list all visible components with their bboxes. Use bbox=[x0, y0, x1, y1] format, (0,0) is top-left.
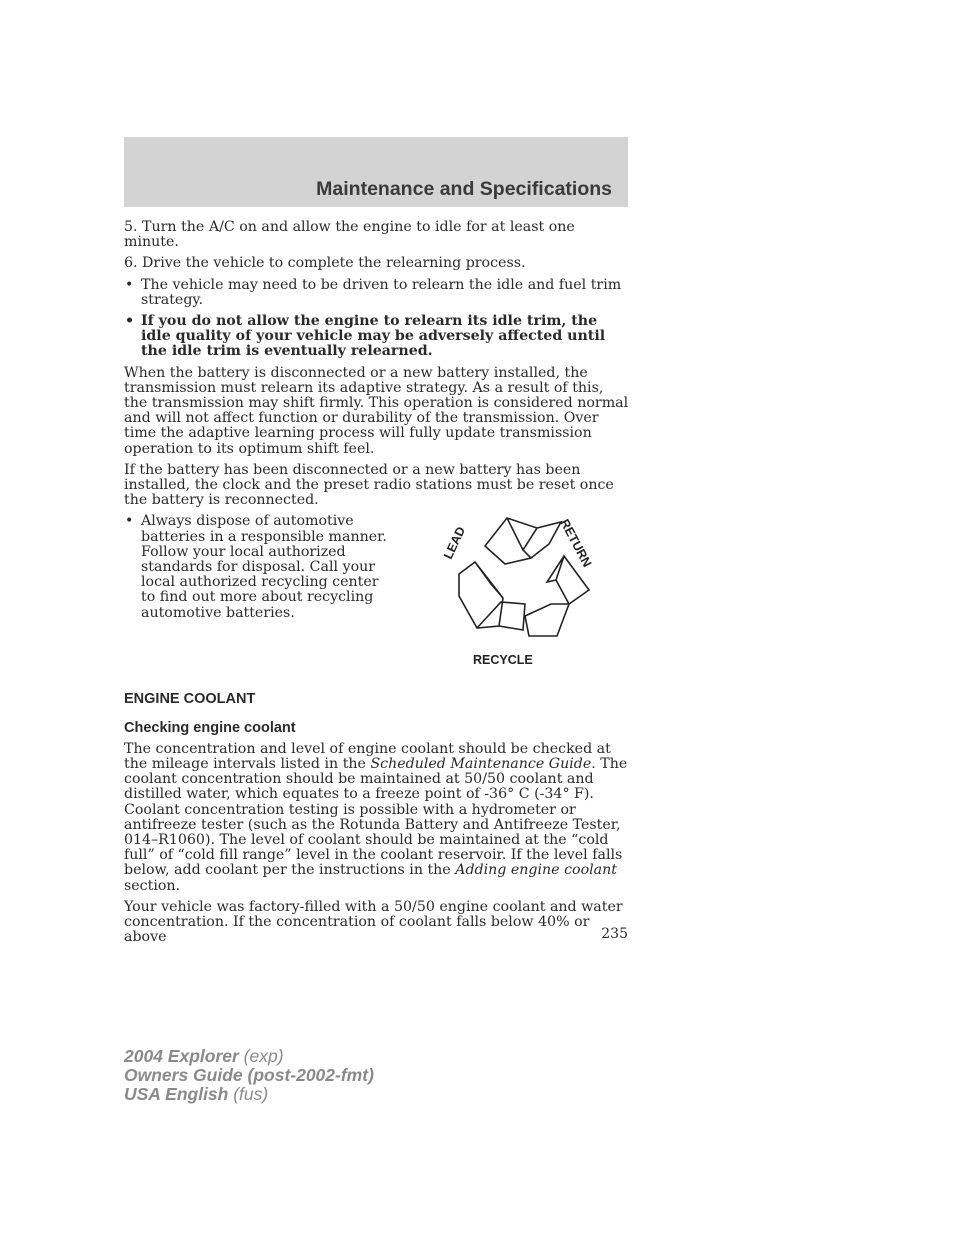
coolant-text-2: . The coolant concentration should be maintained at 50/50 coolant and distilled water, which equates to a freeze point of -36° C (-34° F). Coolant concentration testing is possible with a hydrometer or antifreeze tester (such as the Rotunda Battery and Antifreeze Tester, 014–R1060). The level of coolant should be maintained at the “cold full” of “cold fill range” level in the coolant reservoir. If the level falls below, add coolant per the instructions in the bbox=[124, 756, 628, 879]
bullet-warning bbox=[124, 314, 630, 360]
battery-paragraph: When the battery is disconnected or a new battery installed, the transmission must relearn its adaptive strategy. As a result of this, the transmission may shift firmly. This operation is considered normal and will not affect function or durability of the transmission. Over time the adaptive learning process will fully update transmission operation to its optimum shift feel. bbox=[124, 364, 629, 457]
coolant-paragraph bbox=[124, 742, 630, 894]
logo-label-lead: LEAD bbox=[441, 524, 469, 562]
recycle-logo-icon bbox=[419, 508, 609, 676]
recycle-arrow-right-icon bbox=[525, 556, 589, 636]
chapter-title: Maintenance and Specifications bbox=[316, 178, 612, 200]
footer-model: 2004 Explorer bbox=[124, 1046, 239, 1066]
section-heading: ENGINE COOLANT bbox=[124, 691, 256, 708]
footer-guide: Owners Guide (post-2002-fmt) bbox=[124, 1065, 374, 1085]
coolant-text-1: The concentration and level of engine coolant should be checked at the mileage intervals listed in the bbox=[124, 740, 611, 773]
recycle-arrow-top-icon bbox=[485, 518, 561, 564]
bullet-glyph: • bbox=[125, 513, 134, 530]
sub-heading: Checking engine coolant bbox=[124, 719, 296, 736]
bullet-dispose-text: Always dispose of automotive batteries in a responsible manner. Follow your local authorized standards for disposal. Call your local authorized recycling center to find out more about recycling automotive batteries. bbox=[141, 513, 387, 621]
footer-language: USA English bbox=[124, 1084, 229, 1104]
clock-paragraph: If the battery has been disconnected or a new battery has been installed, the clock and the preset radio stations must be reset once the battery is reconnected. bbox=[124, 461, 614, 509]
bullet-glyph: • bbox=[125, 313, 135, 330]
adding-coolant-reference: Adding engine coolant bbox=[455, 862, 617, 879]
recycle-arrow-left-icon bbox=[459, 562, 525, 630]
footer-model-code: (exp) bbox=[238, 1046, 284, 1066]
step-6: 6. Drive the vehicle to complete the relearning process. bbox=[124, 255, 526, 272]
bullet-glyph: • bbox=[125, 276, 134, 293]
factory-fill-paragraph: Your vehicle was factory-filled with a 50/50 engine coolant and water concentration. If the concentration of coolant falls below 40% or above bbox=[124, 898, 623, 946]
logo-label-recycle: RECYCLE bbox=[473, 653, 533, 668]
footer-language-code: (fus) bbox=[228, 1084, 269, 1104]
footer-line-3 bbox=[124, 1085, 374, 1104]
footer-line-2 bbox=[124, 1066, 374, 1085]
bullet-item bbox=[124, 278, 630, 308]
page-content bbox=[124, 220, 630, 952]
footer-line-1 bbox=[124, 1047, 374, 1066]
logo-label-return: RETURN bbox=[557, 517, 595, 570]
recycle-section bbox=[124, 514, 630, 674]
chapter-header bbox=[124, 137, 628, 207]
page-number: 235 bbox=[601, 926, 628, 942]
document-footer bbox=[124, 1047, 374, 1104]
bullet-warning-text: If you do not allow the engine to relearn its idle trim, the idle quality of your vehicle may be adversely affected until the idle trim is eventually relearned. bbox=[141, 313, 606, 360]
maintenance-guide-reference: Scheduled Maintenance Guide bbox=[370, 756, 592, 773]
bullet-dispose bbox=[124, 514, 391, 620]
bullet-text: The vehicle may need to be driven to relearn the idle and fuel trim strategy. bbox=[141, 276, 622, 308]
step-5: 5. Turn the A/C on and allow the engine to idle for at least one minute. bbox=[124, 219, 575, 251]
coolant-text-3: section. bbox=[124, 877, 181, 894]
